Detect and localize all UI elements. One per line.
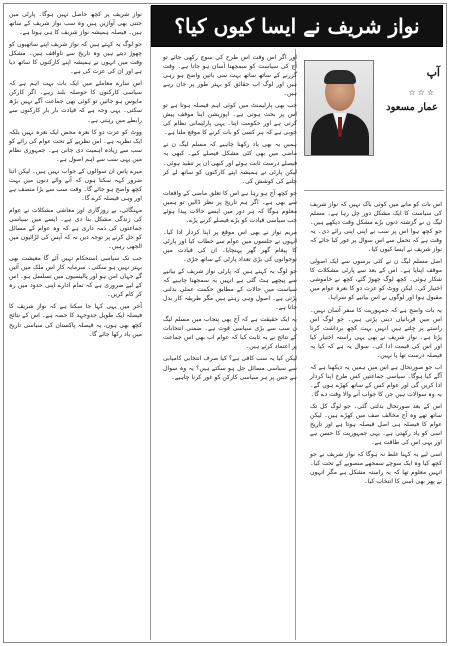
- article-column-right: [306, 196, 446, 646]
- paragraph: جب بھی پارلیمنٹ میں کوئی اہم فیصلہ ہوتا ہے تو اس پر بحث ہوتی ہے۔ اپوزیشن اپنا موقف پیش کرتی ہے اور حکومت اپنا۔ یہی پارلیمانی نظام کی خوبی ہے کہ ہر کسی کو بات کرنے کا موقع ملتا ہے۔: [163, 102, 297, 137]
- author-name: عمار مسعود: [386, 102, 438, 113]
- stars-ornament: ☆☆☆: [408, 88, 436, 97]
- paragraph: ووٹ کو عزت دو کا نعرہ محض ایک نعرہ نہیں بلکہ ایک نظریہ ہے۔ اس نظریے کے تحت عوام کی رائے کو سب سے زیادہ اہمیت دی جاتی ہے۔ جمہوری نظام میں یہی سب سے اہم اصول ہے۔: [9, 128, 142, 163]
- paragraph: ہمیں یہ بھی یاد رکھنا چاہیے کہ مسلم لیگ ن نے ماضی میں بھی کئی مشکل فیصلے کیے۔ کبھی یہ فیصلے درست ثابت ہوئے اور کبھی ان پر تنقید ہوئی۔ لیکن پارٹی نے ہمیشہ اپنے کارکنوں کو ساتھ لے کر چلنے کی کوشش کی۔: [163, 141, 297, 185]
- headline: نواز شریف نے ایسا کیوں کیا؟: [174, 14, 420, 38]
- article-column-left: [5, 6, 146, 646]
- paragraph: اسی لیے یہ کہنا غلط نہ ہوگا کہ نواز شریف نے جو کچھ کیا وہ ایک سوچے سمجھے منصوبے کے تحت کیا۔ انہیں معلوم تھا کہ یہ راستہ مشکل ہے مگر انہوں نے پھر بھی اسی کا انتخاب کیا۔: [310, 451, 442, 486]
- paragraph: جو کچھ آج ہو رہا ہے اس کا تعلق ماضی کے واقعات سے بھی ہے۔ اگر ہم تاریخ پر نظر ڈالیں تو ہمیں معلوم ہوگا کہ ہر دور میں ایسے حالات پیدا ہوئے جب سیاسی قیادت کو بڑے فیصلے کرنے پڑے۔: [163, 189, 297, 224]
- paragraph: اس بات کو مانے میں کوئی باک نہیں کہ نواز شریف کی سیاست کا ایک مشکل دور چل رہا ہے۔ مسلم لیگ ن نے گزشتہ دنوں بڑے مشکل وقت دیکھے ہیں۔ جو کچھ ہوا اس پر سب نے اپنی اپنی رائے دی۔ یہ وقت ہے کہ تحمل سے اس سوال پر غور کیا جائے کہ نواز شریف نے ایسا کیوں کیا۔: [310, 201, 442, 254]
- paragraph: اس کے بعد صورتحال بدلتی گئی۔ جو لوگ کل تک ساتھ تھے وہ آج مخالف صف میں کھڑے ہیں۔ لیکن عوام کا فیصلہ ہی اصل فیصلہ ہوتا ہے اور تاریخ اسی کو یاد رکھتی ہے۔ یہی جمہوریت کا حسن ہے اور یہی اس کی طاقت ہے۔: [310, 402, 442, 447]
- paragraph: مریم نواز نے بھی اس موقع پر اپنا کردار ادا کیا۔ انہوں نے جلسوں میں عوام سے خطاب کیا اور پارٹی کا پیغام گھر گھر پہنچایا۔ ان کی قیادت میں نوجوانوں کی بڑی تعداد پارٹی کے ساتھ جڑی۔: [163, 228, 297, 263]
- column-label: آپ: [426, 66, 440, 79]
- paragraph: اب جو صورتحال ہے اس میں ہمیں یہ دیکھنا ہے کہ آگے کیا ہوگا۔ سیاسی جماعتیں کس طرح اپنا کردار ادا کریں گی اور عوام کس کے ساتھ کھڑے ہوں گے۔ یہ وہ سوالات ہیں جن کا جواب آنے والا وقت دے گا۔: [310, 363, 442, 398]
- byline-divider: [304, 190, 444, 191]
- paragraph: آخر میں یہی کہا جا سکتا ہے کہ نواز شریف کا فیصلہ ایک طویل جدوجہد کا حصہ ہے۔ اس کے نتائج کچھ بھی ہوں، یہ فیصلہ پاکستان کی سیاسی تاریخ میں یاد رکھا جائے گا۔: [9, 303, 142, 338]
- paragraph: جو لوگ یہ کہتے ہیں کہ پارٹی نواز شریف کے بیانیے سے پیچھے ہٹ گئی ہے انہیں یہ سمجھنا چاہیے کہ سیاست میں حالات کے مطابق حکمت عملی بدلنی پڑتی ہے۔ اصول وہی رہتے ہیں مگر طریقہ کار بدل جاتا ہے۔: [163, 268, 297, 312]
- column-divider: [150, 6, 151, 640]
- paragraph: میرے پاس ان سوالوں کے جواب نہیں ہیں۔ لیکن اتنا ضرور کہہ سکتا ہوں کہ آنے والے دنوں میں بہت کچھ واضح ہو جائے گا۔ وقت سب سے بڑا منصف ہے اور وہی فیصلہ کرے گا۔: [9, 167, 142, 202]
- paragraph: یہ بات واضح ہے کہ جمہوریت کا سفر آسان نہیں۔ اس میں قربانیاں دینی پڑتی ہیں۔ جو لوگ اس راستے پر چلتے ہیں انہیں بہت کچھ برداشت کرنا پڑتا ہے۔ نواز شریف نے بھی یہی راستہ اختیار کیا اور اس کی قیمت ادا کی۔ سوال یہ ہے کہ کیا یہ فیصلہ درست تھا یا نہیں۔: [310, 306, 442, 359]
- author-photo: [304, 60, 374, 156]
- paragraph: اصل مسلم لیگ ن نے کئی برسوں سے ایک اصولی موقف اپنایا ہے۔ اس کے بعد سے پارٹی مشکلات کا شکار ہوئی۔ کچھ لوگ چھوڑ گئے، کچھ نے خاموشی اختیار کی۔ لیکن ووٹ کو عزت دو کا نعرہ عوام میں مقبول ہوا اور لوگوں نے اس بیانیے کو سراہا۔: [310, 258, 442, 302]
- headline-banner: [151, 5, 443, 47]
- paragraph: مہنگائی، بے روزگاری اور معاشی مشکلات نے عوام کی زندگی مشکل بنا دی ہے۔ ایسے میں سیاسی جماعتوں کی ذمہ داری ہے کہ وہ عوام کے مسائل کو حل کرنے پر توجہ دیں نہ کہ آپس کی لڑائیوں میں الجھی رہیں۔: [9, 206, 142, 251]
- paragraph: لیکن کیا یہ سب کافی ہے؟ کیا صرف انتخابی کامیابی سے سیاسی مسائل حل ہو سکتے ہیں؟ یہ وہ سوال ہے جس پر ہر سیاسی کارکن کو غور کرنا چاہیے۔: [163, 355, 297, 381]
- paragraph: اور اگر اس وقت اس طرح کی سوچ رکھی جائے تو آج کی سیاست کو سمجھنا آسان ہو جاتا ہے۔ وقت گزرنے کے ساتھ ساتھ بہت سی باتیں واضح ہو رہی ہیں اور لوگ اب حقائق کو بہتر طور پر جان رہے ہیں۔: [163, 54, 297, 98]
- article-column-middle: [159, 49, 301, 646]
- paragraph: جب تک سیاسی استحکام نہیں آئے گا معیشت بھی بہتر نہیں ہو سکتی۔ سرمایہ کار اس ملک میں آئیں گے جہاں امن ہو اور پالیسیوں میں تسلسل ہو۔ اس کے لیے ضروری ہے کہ تمام ادارے اپنی حدود میں رہ کر کام کریں۔: [9, 255, 142, 299]
- paragraph: یہ ایک حقیقت ہے کہ آج بھی پنجاب میں مسلم لیگ ن سب سے بڑی سیاسی قوت ہے۔ ضمنی انتخابات کے نتائج نے یہ ثابت کیا کہ عوام اب بھی اس جماعت پر اعتماد کرتے ہیں۔: [163, 316, 297, 351]
- paragraph: اس سارے معاملے میں ایک بات بہت اہم ہے کہ سیاسی کارکنوں کا حوصلہ بلند رہے۔ اگر کارکن مایوس ہو جائیں تو کوئی بھی جماعت آگے نہیں بڑھ سکتی۔ یہی وجہ ہے کہ قیادت بار بار کارکنوں سے رابطے میں رہتی ہے۔: [9, 80, 142, 124]
- paragraph: نواز شریف پر کچھ حاصل نہیں ہوگا۔ پارٹی میں جتنی بھی آوازیں ہیں وہ سب نواز شریف کے ساتھ ہیں۔ فیصلہ ہمیشہ نواز شریف کا ہی ہوتا ہے۔: [9, 11, 142, 37]
- byline-block: [302, 52, 446, 194]
- paragraph: جو لوگ یہ کہتے ہیں کہ نواز شریف اپنے ساتھیوں کو چھوڑ دیتے ہیں وہ تاریخ سے ناواقف ہیں۔ مشکل وقت میں انہوں نے ہمیشہ اپنے کارکنوں کا ساتھ دیا ہے اور ان کی عزت کی ہے۔: [9, 41, 142, 76]
